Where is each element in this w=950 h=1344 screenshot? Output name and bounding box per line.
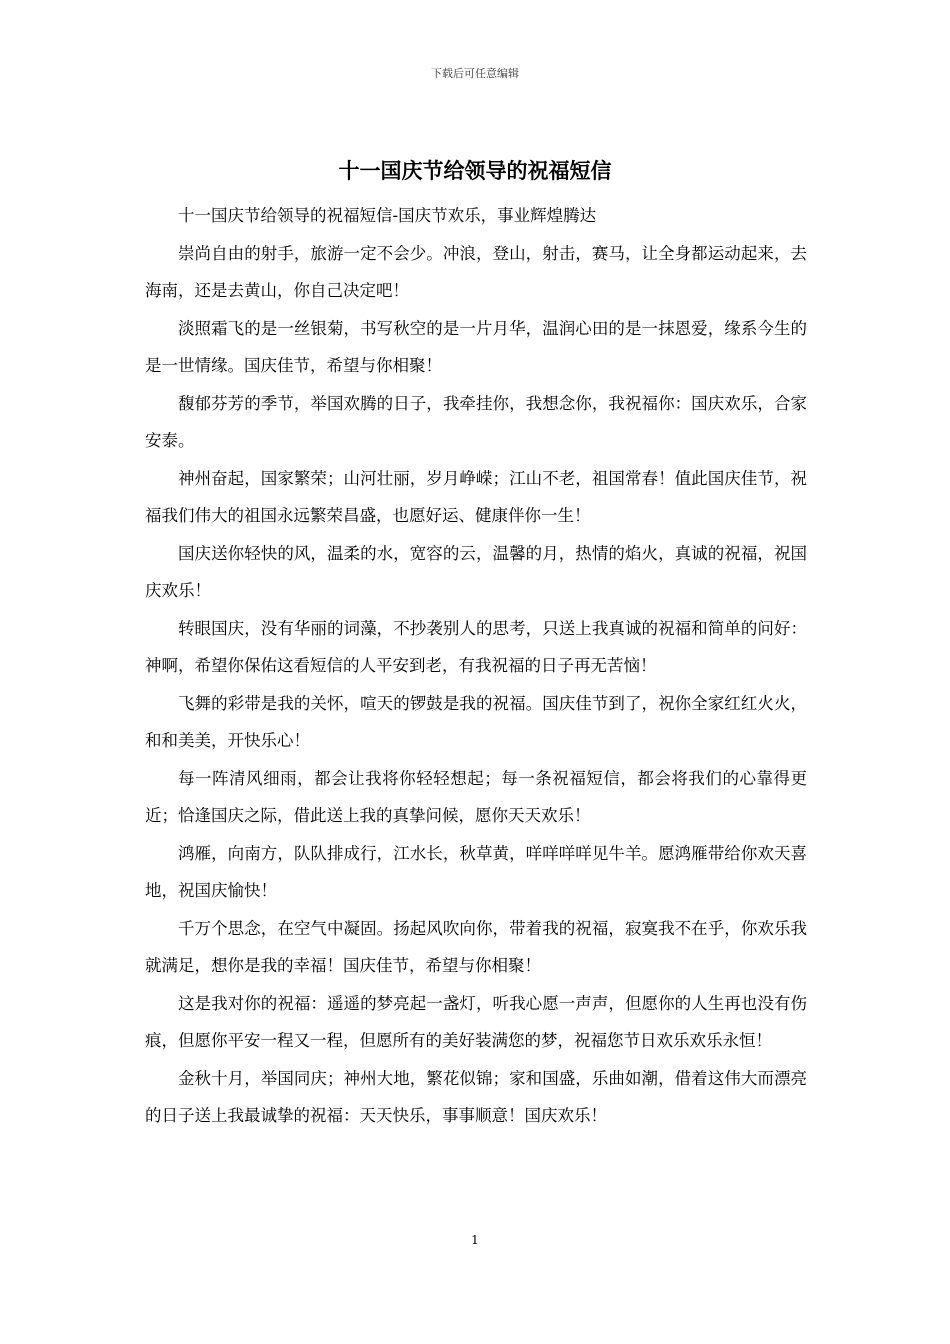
page-number: 1 (471, 1233, 479, 1247)
paragraph: 千万个思念，在空气中凝固。扬起风吹向你，带着我的祝福，寂寞我不在乎，你欢乐我就满足，想你是我的幸福！国庆佳节，希望与你相聚！ (145, 918, 807, 975)
paragraph: 淡照霜飞的是一丝银菊，书写秋空的是一片月华，温润心田的是一抹恩爱，缘系今生的是一世情缘。国庆佳节，希望与你相聚！ (145, 318, 807, 375)
document-title: 十一国庆节给领导的祝福短信 (338, 158, 612, 183)
page-header-note: 下载后可任意编辑 (431, 67, 519, 80)
paragraph: 国庆送你轻快的风，温柔的水，宽容的云，温馨的月，热情的焰火，真诚的祝福，祝国庆欢乐！ (145, 543, 807, 600)
paragraph: 转眼国庆，没有华丽的词藻，不抄袭别人的思考，只送上我真诚的祝福和简单的问好：神啊，希望你保佑这看短信的人平安到老，有我祝福的日子再无苦恼！ (145, 618, 807, 675)
paragraph: 每一阵清风细雨，都会让我将你轻轻想起；每一条祝福短信，都会将我们的心靠得更近；恰逢国庆之际，借此送上我的真挚问候，愿你天天欢乐！ (145, 768, 807, 825)
paragraph: 神州奋起，国家繁荣；山河壮丽，岁月峥嵘；江山不老，祖国常春！值此国庆佳节，祝福我们伟大的祖国永远繁荣昌盛，也愿好运、健康伴你一生！ (145, 468, 807, 525)
paragraph: 馥郁芬芳的季节，举国欢腾的日子，我牵挂你，我想念你，我祝福你：国庆欢乐，合家安泰。 (145, 393, 807, 450)
paragraph: 飞舞的彩带是我的关怀，喧天的锣鼓是我的祝福。国庆佳节到了，祝你全家红红火火，和和美美，开快乐心！ (145, 693, 807, 750)
paragraph: 崇尚自由的射手，旅游一定不会少。冲浪，登山，射击，赛马，让全身都运动起来，去海南，还是去黄山，你自己决定吧！ (145, 243, 807, 300)
paragraph: 鸿雁，向南方，队队排成行，江水长，秋草黄，咩咩咩咩见牛羊。愿鸿雁带给你欢天喜地，祝国庆愉快！ (145, 843, 807, 900)
paragraph: 这是我对你的祝福：遥遥的梦亮起一盏灯，听我心愿一声声，但愿你的人生再也没有伤痕，但愿你平安一程又一程，但愿所有的美好装满您的梦，祝福您节日欢乐欢乐永恒！ (145, 993, 807, 1050)
paragraph: 十一国庆节给领导的祝福短信-国庆节欢乐，事业辉煌腾达 (178, 206, 597, 225)
paragraph: 金秋十月，举国同庆；神州大地，繁花似锦；家和国盛，乐曲如潮，借着这伟大而漂亮的日子送上我最诚挚的祝福：天天快乐，事事顺意！国庆欢乐！ (145, 1068, 807, 1125)
document-body (145, 197, 807, 1135)
